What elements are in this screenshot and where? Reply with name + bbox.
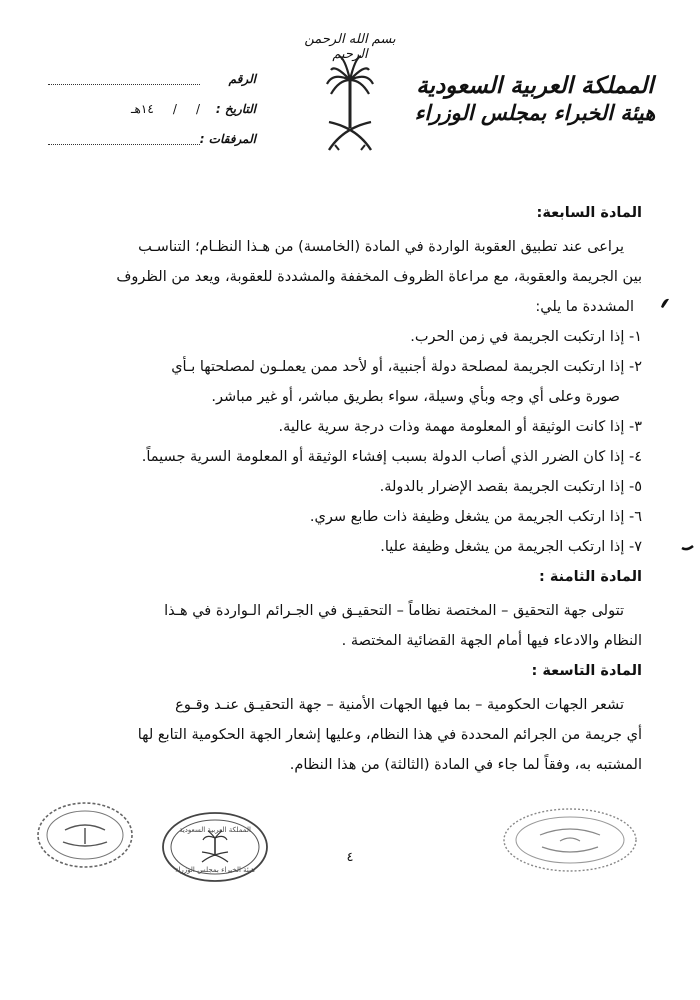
attachments-line — [48, 144, 200, 145]
article-7-intro-line: المشددة ما يلي: — [535, 299, 634, 315]
article-8-text — [42, 596, 642, 656]
ref-row — [48, 72, 256, 102]
attachments-label: المرفقات : — [199, 132, 256, 146]
org-line-1: المملكة العربية السعودية — [416, 72, 654, 99]
article-7-intro — [42, 232, 642, 322]
seal-stamp-icon — [160, 810, 270, 885]
list-item: ١- إذا ارتكبت الجريمة في زمن الحرب. — [410, 329, 642, 345]
seal-stamp-icon — [500, 805, 640, 875]
article-9-heading: المادة التاسعة : — [531, 663, 642, 679]
reference-block — [48, 72, 256, 162]
seal-text: المملكة العربية السعودية — [179, 826, 251, 834]
org-line-2: هيئة الخبراء بمجلس الوزراء — [414, 100, 656, 125]
attachments-row — [48, 132, 256, 162]
article-9-line: المشتبه به، وفقاً لما جاء في المادة (الثالثة) من هذا النظام. — [289, 757, 642, 773]
article-8-heading: المادة الثامنة : — [539, 569, 642, 585]
seal-stamp-icon — [35, 800, 135, 870]
seal-text-2: هيئة الخبراء بمجلس الوزراء — [175, 866, 255, 874]
article-7-heading: المادة السابعة: — [536, 205, 642, 221]
margin-mark-icon — [680, 540, 694, 554]
list-item: ٧- إذا ارتكب الجريمة من يشغل وظيفة عليا. — [380, 539, 642, 555]
list-item: ٤- إذا كان الضرر الذي أصاب الدولة بسبب إفشاء الوثيقة أو المعلومة السرية جسيماً. — [141, 449, 642, 465]
article-9-line: تشعر الجهات الحكومية – بما فيها الجهات الأمنية – جهة التحقيـق عنـد وقـوع — [175, 697, 624, 713]
article-7-intro-line: بين الجريمة والعقوبة، مع مراعاة الظروف المخففة والمشددة للعقوبة، ويعد من الظروف — [116, 269, 642, 285]
article-9-line: أي جريمة من الجرائم المحددة في هذا النظام، وعليها إشعار الجهة الحكومية التابع لها — [137, 727, 642, 743]
list-item: ٥- إذا ارتكبت الجريمة بقصد الإضرار بالدولة. — [379, 479, 642, 495]
date-label: التاريخ : — [215, 102, 256, 116]
article-9-text — [42, 690, 642, 780]
organization-name — [410, 72, 660, 126]
letterhead — [0, 0, 700, 170]
article-7-intro-line: يراعى عند تطبيق العقوبة الواردة في المادة (الخامسة) من هـذا النظـام؛ التناسـب — [138, 239, 624, 255]
ref-label: الرقم — [228, 72, 256, 86]
document-body — [42, 198, 642, 780]
basmala: بسم الله الرحمن الرحيم — [304, 32, 396, 62]
article-8-line: النظام والادعاء فيها أمام الجهة القضائية المختصة . — [341, 633, 642, 649]
article-8-line: تتولى جهة التحقيق – المختصة نظاماً – التحقيـق في الجـرائم الـواردة في هـذا — [164, 603, 624, 619]
date-row — [48, 102, 256, 132]
page-number: ٤ — [346, 850, 354, 865]
ref-line — [48, 84, 200, 85]
margin-mark-icon — [658, 296, 672, 310]
list-item: ٦- إذا ارتكب الجريمة من يشغل وظيفة ذات طابع سري. — [309, 509, 642, 525]
list-item-continuation: صورة وعلى أي وجه وبأي وسيلة، سواء بطريق مباشر، أو غير مباشر. — [211, 389, 620, 405]
saudi-emblem-icon — [325, 50, 375, 160]
date-value: / / ١٤هـ — [131, 102, 200, 116]
list-item: ٣- إذا كانت الوثيقة أو المعلومة مهمة وذات درجة سرية عالية. — [278, 419, 642, 435]
list-item: ٢- إذا ارتكبت الجريمة لمصلحة دولة أجنبية، أو لأحد ممن يعملـون لمصلحتها بـأي — [171, 359, 642, 375]
